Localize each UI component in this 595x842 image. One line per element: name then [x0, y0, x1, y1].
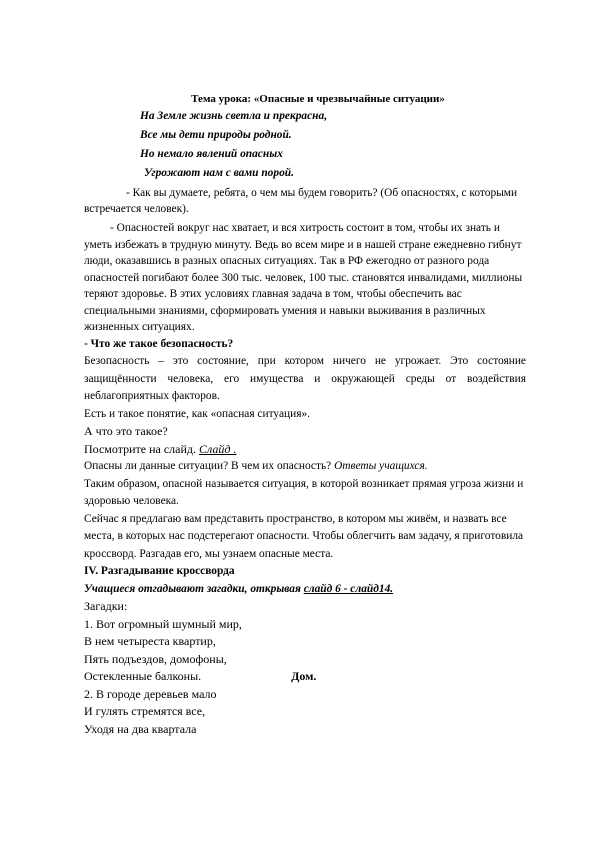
- safety-question: - Что же такое безопасность?: [84, 337, 234, 350]
- dangers-paragraph: - Опасностей вокруг нас хватает, и вся хитрость состоит в том, чтобы их знать и уметь избежать в трудную минуту. Ведь во всем мире и в нашей стране ежедневно гибнут люди, оказавшись в разных опасных ситуациях. Так в РФ ежегодно от разного рода опасностей погибают более 300 тыс. человек, 100 тыс. становятся инвалидами, миллионы теряют здоровье. В этих условиях главная задача в том, чтобы обеспечить вас специальными знаниями, сформировать умения и навыки выживания в различных жизненных ситуациях.: [84, 222, 523, 333]
- riddle-line: Пять подъездов, домофоны,: [84, 651, 227, 666]
- lesson-title: Тема урока: «Опасные и чрезвычайные ситуации»: [191, 93, 445, 105]
- riddles-header: Загадки:: [84, 599, 128, 613]
- imagine-paragraph: Сейчас я предлагаю вам представить пространство, в котором мы живём, и назвать все места, в которых нас подстерегают опасности. Чтобы облегчить вам задачу, я приготовила кроссворд. Разгадав его, мы узнаем опасные места.: [84, 512, 524, 560]
- riddle-line: Уходя на два квартала: [84, 721, 197, 736]
- dangerous-question: Опасны ли данные ситуации? В чем их опасность? Ответы учащихся.: [84, 460, 428, 472]
- intro-question: - Как вы думаете, ребята, о чем мы будем говорить? (Об опасностях, с которыми встречается человек).: [84, 187, 518, 215]
- poem-line: На Земле жизнь светла и прекрасна,: [140, 110, 328, 122]
- riddle-line: В нем четыреста квартир,: [84, 634, 216, 648]
- riddle-line: И гулять стремятся все,: [84, 704, 206, 718]
- riddle-answer: Дом.: [291, 669, 317, 683]
- what-is-it: А что это такое?: [84, 424, 168, 438]
- riddle-line: 1. Вот огромный шумный мир,: [84, 616, 242, 631]
- poem-line: Угрожают нам с вами порой.: [144, 167, 294, 179]
- look-at-slide: Посмотрите на слайд. Слайд .: [84, 441, 237, 456]
- poem-line: Но немало явлений опасных: [140, 148, 283, 160]
- slides-link[interactable]: слайд 6 - слайд14.: [303, 582, 394, 595]
- document-page: [84, 92, 526, 738]
- conclusion: Таким образом, опасной называется ситуация, в которой возникает прямая угроза жизни и здоровью человека.: [84, 477, 524, 507]
- slide-link[interactable]: Слайд .: [199, 441, 237, 456]
- riddle-line: 2. В городе деревьев мало: [84, 686, 217, 701]
- section-heading: IV. Разгадывание кроссворда: [84, 565, 235, 577]
- safety-definition: Безопасность – это состояние, при котором ничего не угрожает. Это состояние защищённости человека, его имущества и окружающей среды от воздействия неблагоприятных факторов.: [84, 355, 526, 402]
- concept-line: Есть и такое понятие, как «опасная ситуация».: [84, 407, 310, 420]
- poem-line: Все мы дети природы родной.: [140, 129, 292, 141]
- riddle-line: Остекленные балконы. Дом.: [84, 668, 526, 686]
- students-guess: Учащиеся отгадывают загадки, открывая слайд 6 - слайд14.: [84, 582, 394, 595]
- students-answers: Ответы учащихся.: [334, 460, 428, 472]
- epigraph-poem: [84, 107, 526, 183]
